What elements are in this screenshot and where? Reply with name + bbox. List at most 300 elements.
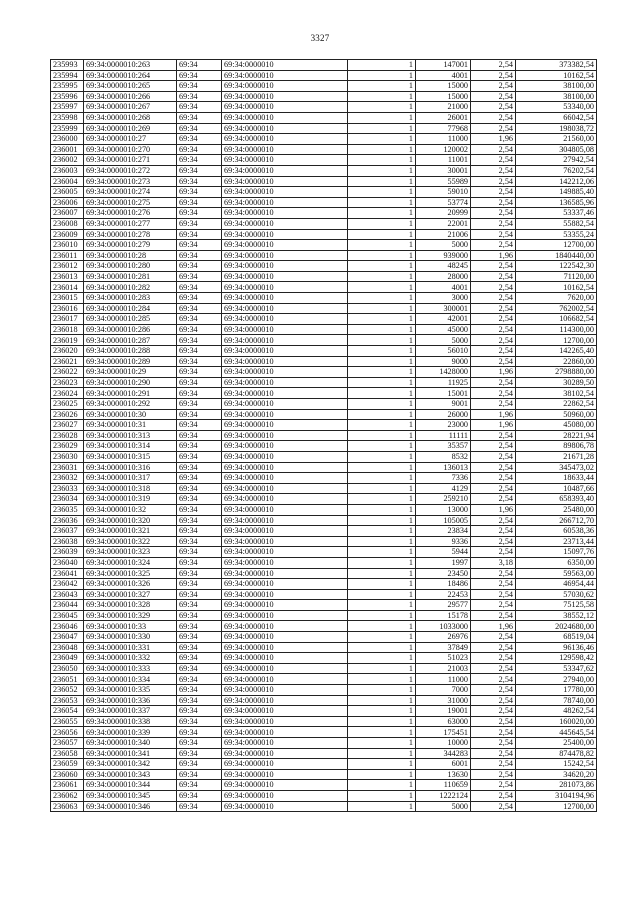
area-cell: 53774 (416, 197, 471, 208)
quarter-number-cell: 69:34:0000010 (222, 197, 348, 208)
cadastral-number-cell: 69:34:0000010:32 (84, 504, 177, 515)
quarter-number-cell: 69:34:0000010 (222, 769, 348, 780)
record-number-cell: 236052 (51, 685, 84, 696)
cadastral-number-cell: 69:34:0000010:276 (84, 208, 177, 219)
record-number-cell: 236036 (51, 515, 84, 526)
area-cell: 11111 (416, 430, 471, 441)
cadastral-number-cell: 69:34:0000010:315 (84, 451, 177, 462)
cadastral-value-cell: 25480,00 (516, 504, 597, 515)
quarter-number-cell: 69:34:0000010 (222, 293, 348, 304)
quarter-number-cell: 69:34:0000010 (222, 303, 348, 314)
district-code-cell: 69:34 (177, 430, 222, 441)
record-number-cell: 236019 (51, 335, 84, 346)
table-row (51, 112, 597, 123)
count-cell: 1 (348, 515, 416, 526)
record-number-cell: 236001 (51, 144, 84, 155)
table-row (51, 176, 597, 187)
district-code-cell: 69:34 (177, 748, 222, 759)
table-row (51, 579, 597, 590)
area-cell: 110659 (416, 780, 471, 791)
table-row (51, 271, 597, 282)
cadastral-value-cell: 38552,12 (516, 610, 597, 621)
quarter-number-cell: 69:34:0000010 (222, 632, 348, 643)
cadastral-value-cell: 114300,00 (516, 324, 597, 335)
table-row (51, 303, 597, 314)
cadastral-number-cell: 69:34:0000010:341 (84, 748, 177, 759)
table-row (51, 187, 597, 198)
area-cell: 344283 (416, 748, 471, 759)
district-code-cell: 69:34 (177, 70, 222, 81)
quarter-number-cell: 69:34:0000010 (222, 250, 348, 261)
district-code-cell: 69:34 (177, 441, 222, 452)
cadastral-value-cell: 76202,54 (516, 165, 597, 176)
quarter-number-cell: 69:34:0000010 (222, 600, 348, 611)
cadastral-number-cell: 69:34:0000010:331 (84, 642, 177, 653)
cadastral-value-cell: 60538,36 (516, 526, 597, 537)
count-cell: 1 (348, 356, 416, 367)
table-row (51, 208, 597, 219)
district-code-cell: 69:34 (177, 293, 222, 304)
table-row (51, 335, 597, 346)
rate-cell: 1,96 (471, 420, 516, 431)
cadastral-number-cell: 69:34:0000010:28 (84, 250, 177, 261)
quarter-number-cell: 69:34:0000010 (222, 568, 348, 579)
rate-cell: 2,54 (471, 261, 516, 272)
count-cell: 1 (348, 176, 416, 187)
cadastral-value-cell: 53340,00 (516, 102, 597, 113)
count-cell: 1 (348, 727, 416, 738)
quarter-number-cell: 69:34:0000010 (222, 346, 348, 357)
cadastral-number-cell: 69:34:0000010:285 (84, 314, 177, 325)
table-row (51, 451, 597, 462)
quarter-number-cell: 69:34:0000010 (222, 483, 348, 494)
table-row (51, 483, 597, 494)
rate-cell: 1,96 (471, 134, 516, 145)
record-number-cell: 236022 (51, 367, 84, 378)
quarter-number-cell: 69:34:0000010 (222, 451, 348, 462)
district-code-cell: 69:34 (177, 600, 222, 611)
area-cell: 120002 (416, 144, 471, 155)
count-cell: 1 (348, 430, 416, 441)
record-number-cell: 236018 (51, 324, 84, 335)
rate-cell: 2,54 (471, 769, 516, 780)
table-row (51, 695, 597, 706)
table-row (51, 81, 597, 92)
cadastral-value-cell: 198038,72 (516, 123, 597, 134)
cadastral-number-cell: 69:34:0000010:323 (84, 547, 177, 558)
count-cell: 1 (348, 589, 416, 600)
table-row (51, 70, 597, 81)
table-row (51, 727, 597, 738)
table-row (51, 377, 597, 388)
district-code-cell: 69:34 (177, 632, 222, 643)
district-code-cell: 69:34 (177, 568, 222, 579)
area-cell: 21000 (416, 102, 471, 113)
rate-cell: 2,54 (471, 748, 516, 759)
district-code-cell: 69:34 (177, 579, 222, 590)
record-number-cell: 236035 (51, 504, 84, 515)
record-number-cell: 236027 (51, 420, 84, 431)
cadastral-number-cell: 69:34:0000010:320 (84, 515, 177, 526)
area-cell: 9001 (416, 399, 471, 410)
cadastral-value-cell: 34620,20 (516, 769, 597, 780)
rate-cell: 2,54 (471, 642, 516, 653)
cadastral-value-cell: 78740,00 (516, 695, 597, 706)
rate-cell: 2,54 (471, 515, 516, 526)
area-cell: 51023 (416, 653, 471, 664)
cadastral-value-cell: 21671,28 (516, 451, 597, 462)
cadastral-number-cell: 69:34:0000010:272 (84, 165, 177, 176)
cadastral-value-cell: 10162,54 (516, 70, 597, 81)
area-cell: 11001 (416, 155, 471, 166)
cadastral-value-cell: 142265,40 (516, 346, 597, 357)
area-cell: 15000 (416, 81, 471, 92)
rate-cell: 2,54 (471, 356, 516, 367)
count-cell: 1 (348, 324, 416, 335)
area-cell: 1222124 (416, 790, 471, 801)
cadastral-value-cell: 59563,00 (516, 568, 597, 579)
district-code-cell: 69:34 (177, 716, 222, 727)
district-code-cell: 69:34 (177, 801, 222, 812)
rate-cell: 2,54 (471, 790, 516, 801)
count-cell: 1 (348, 653, 416, 664)
cadastral-value-cell: 149885,40 (516, 187, 597, 198)
cadastral-value-cell: 345473,02 (516, 462, 597, 473)
quarter-number-cell: 69:34:0000010 (222, 176, 348, 187)
district-code-cell: 69:34 (177, 399, 222, 410)
area-cell: 26000 (416, 409, 471, 420)
record-number-cell: 236008 (51, 218, 84, 229)
count-cell: 1 (348, 769, 416, 780)
area-cell: 59010 (416, 187, 471, 198)
count-cell: 1 (348, 473, 416, 484)
rate-cell: 2,54 (471, 60, 516, 71)
district-code-cell: 69:34 (177, 420, 222, 431)
area-cell: 10000 (416, 738, 471, 749)
area-cell: 77968 (416, 123, 471, 134)
cadastral-number-cell: 69:34:0000010:345 (84, 790, 177, 801)
rate-cell: 2,54 (471, 589, 516, 600)
record-number-cell: 236003 (51, 165, 84, 176)
cadastral-number-cell: 69:34:0000010:273 (84, 176, 177, 187)
area-cell: 28000 (416, 271, 471, 282)
count-cell: 1 (348, 526, 416, 537)
cadastral-value-cell: 266712,70 (516, 515, 597, 526)
rate-cell: 2,54 (471, 473, 516, 484)
district-code-cell: 69:34 (177, 377, 222, 388)
table-row (51, 716, 597, 727)
count-cell: 1 (348, 663, 416, 674)
record-number-cell: 236056 (51, 727, 84, 738)
district-code-cell: 69:34 (177, 790, 222, 801)
quarter-number-cell: 69:34:0000010 (222, 589, 348, 600)
record-number-cell: 235999 (51, 123, 84, 134)
district-code-cell: 69:34 (177, 261, 222, 272)
district-code-cell: 69:34 (177, 60, 222, 71)
area-cell: 23450 (416, 568, 471, 579)
cadastral-value-cell: 17780,00 (516, 685, 597, 696)
cadastral-value-cell: 48262,54 (516, 706, 597, 717)
district-code-cell: 69:34 (177, 663, 222, 674)
cadastral-number-cell: 69:34:0000010:343 (84, 769, 177, 780)
record-number-cell: 236054 (51, 706, 84, 717)
rate-cell: 1,96 (471, 250, 516, 261)
area-cell: 3000 (416, 293, 471, 304)
area-cell: 13000 (416, 504, 471, 515)
area-cell: 26976 (416, 632, 471, 643)
table-row (51, 165, 597, 176)
quarter-number-cell: 69:34:0000010 (222, 695, 348, 706)
cadastral-number-cell: 69:34:0000010:33 (84, 621, 177, 632)
quarter-number-cell: 69:34:0000010 (222, 557, 348, 568)
record-number-cell: 236050 (51, 663, 84, 674)
quarter-number-cell: 69:34:0000010 (222, 81, 348, 92)
cadastral-value-cell: 45080,00 (516, 420, 597, 431)
table-row (51, 504, 597, 515)
cadastral-number-cell: 69:34:0000010:270 (84, 144, 177, 155)
district-code-cell: 69:34 (177, 462, 222, 473)
count-cell: 1 (348, 409, 416, 420)
cadastral-value-cell: 46954,44 (516, 579, 597, 590)
area-cell: 23000 (416, 420, 471, 431)
count-cell: 1 (348, 346, 416, 357)
cadastral-number-cell: 69:34:0000010:337 (84, 706, 177, 717)
cadastral-value-cell: 23713,44 (516, 536, 597, 547)
cadastral-number-cell: 69:34:0000010:30 (84, 409, 177, 420)
district-code-cell: 69:34 (177, 335, 222, 346)
count-cell: 1 (348, 557, 416, 568)
cadastral-value-cell: 28221,94 (516, 430, 597, 441)
area-cell: 8532 (416, 451, 471, 462)
count-cell: 1 (348, 674, 416, 685)
rate-cell: 2,54 (471, 123, 516, 134)
cadastral-number-cell: 69:34:0000010:290 (84, 377, 177, 388)
record-number-cell: 236060 (51, 769, 84, 780)
area-cell: 48245 (416, 261, 471, 272)
cadastral-number-cell: 69:34:0000010:265 (84, 81, 177, 92)
count-cell: 1 (348, 293, 416, 304)
table-row (51, 430, 597, 441)
district-code-cell: 69:34 (177, 759, 222, 770)
district-code-cell: 69:34 (177, 282, 222, 293)
table-row (51, 600, 597, 611)
count-cell: 1 (348, 134, 416, 145)
cadastral-number-cell: 69:34:0000010:316 (84, 462, 177, 473)
table-row (51, 526, 597, 537)
quarter-number-cell: 69:34:0000010 (222, 642, 348, 653)
area-cell: 63000 (416, 716, 471, 727)
cadastral-value-cell: 15242,54 (516, 759, 597, 770)
cadastral-number-cell: 69:34:0000010:291 (84, 388, 177, 399)
rate-cell: 2,54 (471, 759, 516, 770)
area-cell: 56010 (416, 346, 471, 357)
count-cell: 1 (348, 483, 416, 494)
area-cell: 22001 (416, 218, 471, 229)
cadastral-value-cell: 27940,00 (516, 674, 597, 685)
count-cell: 1 (348, 579, 416, 590)
count-cell: 1 (348, 377, 416, 388)
area-cell: 4129 (416, 483, 471, 494)
district-code-cell: 69:34 (177, 112, 222, 123)
quarter-number-cell: 69:34:0000010 (222, 271, 348, 282)
district-code-cell: 69:34 (177, 451, 222, 462)
rate-cell: 2,54 (471, 81, 516, 92)
district-code-cell: 69:34 (177, 653, 222, 664)
district-code-cell: 69:34 (177, 685, 222, 696)
rate-cell: 2,54 (471, 208, 516, 219)
table-row (51, 473, 597, 484)
area-cell: 13630 (416, 769, 471, 780)
table-row (51, 748, 597, 759)
count-cell: 1 (348, 621, 416, 632)
count-cell: 1 (348, 102, 416, 113)
rate-cell: 2,54 (471, 568, 516, 579)
rate-cell: 2,54 (471, 155, 516, 166)
cadastral-number-cell: 69:34:0000010:279 (84, 240, 177, 251)
cadastral-number-cell: 69:34:0000010:313 (84, 430, 177, 441)
count-cell: 1 (348, 155, 416, 166)
rate-cell: 2,54 (471, 293, 516, 304)
area-cell: 7336 (416, 473, 471, 484)
record-number-cell: 236058 (51, 748, 84, 759)
record-number-cell: 235998 (51, 112, 84, 123)
rate-cell: 2,54 (471, 663, 516, 674)
quarter-number-cell: 69:34:0000010 (222, 420, 348, 431)
count-cell: 1 (348, 632, 416, 643)
count-cell: 1 (348, 706, 416, 717)
cadastral-value-cell: 38100,00 (516, 81, 597, 92)
record-number-cell: 236002 (51, 155, 84, 166)
rate-cell: 2,54 (471, 536, 516, 547)
cadastral-number-cell: 69:34:0000010:332 (84, 653, 177, 664)
district-code-cell: 69:34 (177, 187, 222, 198)
record-number-cell: 236053 (51, 695, 84, 706)
rate-cell: 1,96 (471, 504, 516, 515)
cadastral-value-cell: 445645,54 (516, 727, 597, 738)
cadastral-value-cell: 21560,00 (516, 134, 597, 145)
cadastral-value-cell: 12700,00 (516, 335, 597, 346)
area-cell: 19001 (416, 706, 471, 717)
quarter-number-cell: 69:34:0000010 (222, 102, 348, 113)
table-row (51, 759, 597, 770)
district-code-cell: 69:34 (177, 240, 222, 251)
quarter-number-cell: 69:34:0000010 (222, 536, 348, 547)
record-number-cell: 236033 (51, 483, 84, 494)
record-number-cell: 236010 (51, 240, 84, 251)
record-number-cell: 236038 (51, 536, 84, 547)
table-row (51, 441, 597, 452)
count-cell: 1 (348, 451, 416, 462)
count-cell: 1 (348, 388, 416, 399)
table-row (51, 197, 597, 208)
cadastral-value-cell: 281073,86 (516, 780, 597, 791)
cadastral-value-cell: 136585,96 (516, 197, 597, 208)
district-code-cell: 69:34 (177, 208, 222, 219)
quarter-number-cell: 69:34:0000010 (222, 324, 348, 335)
cadastral-number-cell: 69:34:0000010:278 (84, 229, 177, 240)
cadastral-value-table (50, 59, 597, 812)
area-cell: 5000 (416, 240, 471, 251)
table-row (51, 314, 597, 325)
table-row (51, 250, 597, 261)
table-row (51, 282, 597, 293)
quarter-number-cell: 69:34:0000010 (222, 240, 348, 251)
count-cell: 1 (348, 60, 416, 71)
area-cell: 26001 (416, 112, 471, 123)
record-number-cell: 236063 (51, 801, 84, 812)
count-cell: 1 (348, 187, 416, 198)
rate-cell: 2,54 (471, 738, 516, 749)
record-number-cell: 236023 (51, 377, 84, 388)
district-code-cell: 69:34 (177, 780, 222, 791)
count-cell: 1 (348, 695, 416, 706)
count-cell: 1 (348, 462, 416, 473)
cadastral-value-cell: 22862,54 (516, 399, 597, 410)
record-number-cell: 236015 (51, 293, 84, 304)
rate-cell: 2,54 (471, 70, 516, 81)
rate-cell: 2,54 (471, 282, 516, 293)
area-cell: 4001 (416, 282, 471, 293)
table-row (51, 632, 597, 643)
area-cell: 11000 (416, 134, 471, 145)
record-number-cell: 235993 (51, 60, 84, 71)
area-cell: 1997 (416, 557, 471, 568)
district-code-cell: 69:34 (177, 324, 222, 335)
record-number-cell: 236004 (51, 176, 84, 187)
cadastral-number-cell: 69:34:0000010:344 (84, 780, 177, 791)
rate-cell: 2,54 (471, 346, 516, 357)
quarter-number-cell: 69:34:0000010 (222, 229, 348, 240)
quarter-number-cell: 69:34:0000010 (222, 748, 348, 759)
cadastral-value-cell: 106682,54 (516, 314, 597, 325)
table-row (51, 621, 597, 632)
rate-cell: 2,54 (471, 695, 516, 706)
table-row (51, 229, 597, 240)
cadastral-number-cell: 69:34:0000010:266 (84, 91, 177, 102)
area-cell: 11925 (416, 377, 471, 388)
record-number-cell: 236021 (51, 356, 84, 367)
area-cell: 15001 (416, 388, 471, 399)
cadastral-value-cell: 12700,00 (516, 240, 597, 251)
quarter-number-cell: 69:34:0000010 (222, 187, 348, 198)
record-number-cell: 236041 (51, 568, 84, 579)
record-number-cell: 236000 (51, 134, 84, 145)
cadastral-number-cell: 69:34:0000010:286 (84, 324, 177, 335)
table-row (51, 134, 597, 145)
area-cell: 1428000 (416, 367, 471, 378)
record-number-cell: 236057 (51, 738, 84, 749)
record-number-cell: 236032 (51, 473, 84, 484)
record-number-cell: 236024 (51, 388, 84, 399)
area-cell: 175451 (416, 727, 471, 738)
record-number-cell: 236011 (51, 250, 84, 261)
cadastral-number-cell: 69:34:0000010:274 (84, 187, 177, 198)
table-row (51, 462, 597, 473)
cadastral-number-cell: 69:34:0000010:277 (84, 218, 177, 229)
count-cell: 1 (348, 197, 416, 208)
rate-cell: 2,54 (471, 271, 516, 282)
record-number-cell: 235994 (51, 70, 84, 81)
quarter-number-cell: 69:34:0000010 (222, 430, 348, 441)
count-cell: 1 (348, 144, 416, 155)
rate-cell: 2,54 (471, 303, 516, 314)
record-number-cell: 236030 (51, 451, 84, 462)
rate-cell: 2,54 (471, 526, 516, 537)
cadastral-value-cell: 2798880,00 (516, 367, 597, 378)
record-number-cell: 236055 (51, 716, 84, 727)
cadastral-value-cell: 57030,62 (516, 589, 597, 600)
district-code-cell: 69:34 (177, 409, 222, 420)
